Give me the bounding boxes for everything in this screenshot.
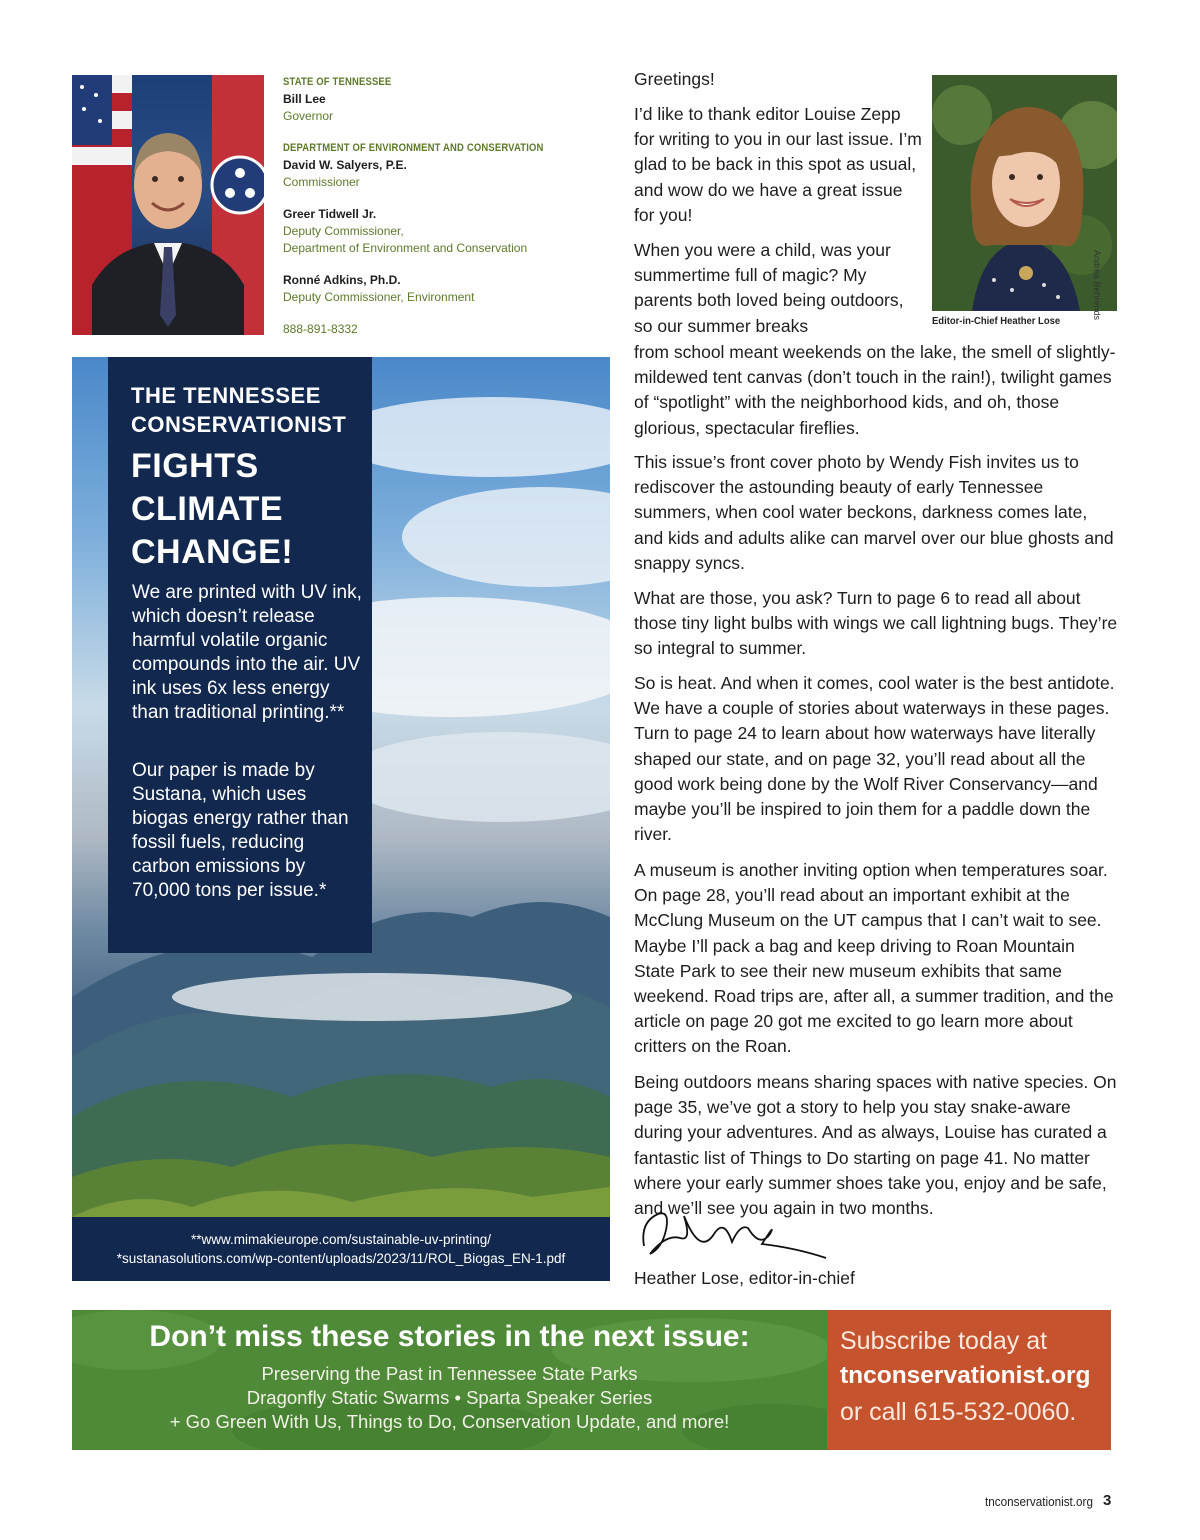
letter-paragraph-5: So is heat. And when it comes, cool water is the best antidote. We have a couple of stories about waterways in these pages. Turn to page 24 to learn about how waterways have literally shaped our state, and on page 32, you’ll read about all the good work being done by the Wolf River Conservancy—and maybe you’ll be inspired to join them for a paddle down the river. <box>634 673 1115 845</box>
deputy1-title-line2: Department of Environment and Conservation <box>283 241 528 255</box>
next-issue-banner <box>72 1310 827 1450</box>
footer-url-link[interactable]: tnconservationist.org <box>985 1494 1093 1509</box>
editor-photo <box>932 75 1117 311</box>
governor-title: Governor <box>283 109 334 123</box>
letter-paragraph-4: What are those, you ask? Turn to page 6 to read all about those tiny light bulbs with wings we call lightning bugs. They’re so integral to summer. <box>634 588 1118 659</box>
governor-photo <box>72 75 264 335</box>
photo-credit: Andrea Behrends <box>1092 250 1102 321</box>
source-biogas: *sustanasolutions.com/wp-content/uploads/2023/11/ROL_Biogas_EN-1.pdf <box>116 1251 566 1266</box>
commissioner-name: David W. Salyers, P.E. <box>283 158 407 172</box>
climate-panel <box>72 357 610 1281</box>
deputy2-name: Ronné Adkins, Ph.D. <box>283 273 401 287</box>
subscribe-url-link[interactable]: tnconservationist.org <box>840 1362 1091 1389</box>
letter-paragraph-7: Being outdoors means sharing spaces with native species. On page 35, we’ve got a story to help you stay snake-aware during your adventures. And as always, Louise has curated a fantastic list of Things to Do starting on page 41. No matter where your early summer shoes take you, enjoy and be safe, and we’ll see you again in two months. <box>634 1072 1117 1219</box>
next-issue-story-1: Preserving the Past in Tennessee State Parks <box>261 1363 638 1384</box>
phone-number: 888-891-8332 <box>283 322 358 336</box>
uv-ink-paragraph: We are printed with UV ink, which doesn’t release harmful volatile organic compounds into the air. UV ink uses 6x less energy than traditional printing.** <box>132 582 362 723</box>
letter-paragraph-1: I’d like to thank editor Louise Zepp for writing to you in our last issue. I’m glad to be back in this spot as usual, and wow do we have a great issue for you! <box>634 104 922 225</box>
next-issue-story-3: + Go Green With Us, Things to Do, Conservation Update, and more! <box>169 1411 730 1432</box>
letter-greeting: Greetings! <box>634 69 715 89</box>
editor-signature <box>636 1204 836 1264</box>
climate-kicker: THE TENNESSEE CONSERVATIONIST <box>131 383 347 437</box>
department-label: DEPARTMENT OF ENVIRONMENT AND CONSERVATION <box>283 142 544 154</box>
subscribe-box <box>827 1310 1111 1450</box>
photo-caption: Editor-in-Chief Heather Lose <box>932 315 1061 327</box>
subscribe-phone: or call 615-532-0060. <box>840 1398 1077 1426</box>
deputy2-title: Deputy Commissioner, Environment <box>283 290 475 304</box>
governor-name: Bill Lee <box>283 92 326 106</box>
subscribe-prompt: Subscribe today at <box>840 1327 1048 1355</box>
letter-paragraph-2b: from school meant weekends on the lake, the smell of slightly-mildewed tent canvas (don’t touch in the rain!), twilight games of “spotlight” with the neighborhood kids, and oh, those glorious, spectacular fireflies. <box>634 342 1116 438</box>
climate-headline: FIGHTS CLIMATE CHANGE! <box>131 447 294 571</box>
letter-paragraph-3: This issue’s front cover photo by Wendy Fish invites us to rediscover the astounding beauty of early Tennessee summers, when cool water beckons, darkness comes late, and kids and adults alike can marvel over our blue ghosts and snappy syncs. <box>634 452 1114 573</box>
letter-paragraph-2a: When you were a child, was your summertime full of magic? My parents both loved being outdoors, so our summer breaks <box>634 240 904 336</box>
next-issue-title: Don’t miss these stories in the next issue: <box>149 1320 750 1353</box>
commissioner-title: Commissioner <box>283 175 360 189</box>
state-label: STATE OF TENNESSEE <box>283 76 392 88</box>
climate-message-box <box>108 357 372 953</box>
deputy1-name: Greer Tidwell Jr. <box>283 207 377 221</box>
page-number: 3 <box>1103 1492 1112 1509</box>
climate-sources <box>72 1217 610 1281</box>
letter-signoff: Heather Lose, editor-in-chief <box>634 1268 855 1288</box>
letter-paragraph-6: A museum is another inviting option when temperatures soar. On page 28, you’ll read about an important exhibit at the McClung Museum on the UT campus that I can’t wait to see. Maybe I’ll pack a bag and keep driving to Roan Mountain State Park to see their new museum exhibits that same weekend. Road trips are, after all, a summer tradition, and the article on page 20 got me excited to go learn more about critters on the Roan. <box>634 860 1114 1057</box>
source-uv-printing: **www.mimakieurope.com/sustainable-uv-printing/ <box>190 1232 492 1247</box>
masthead <box>283 74 583 306</box>
paper-paragraph: Our paper is made by Sustana, which uses biogas energy rather than fossil fuels, reducing carbon emissions by 70,000 tons per issue.* <box>132 760 349 901</box>
next-issue-story-2: Dragonfly Static Swarms • Sparta Speaker Series <box>246 1387 653 1408</box>
deputy1-title-line1: Deputy Commissioner, <box>283 224 404 238</box>
